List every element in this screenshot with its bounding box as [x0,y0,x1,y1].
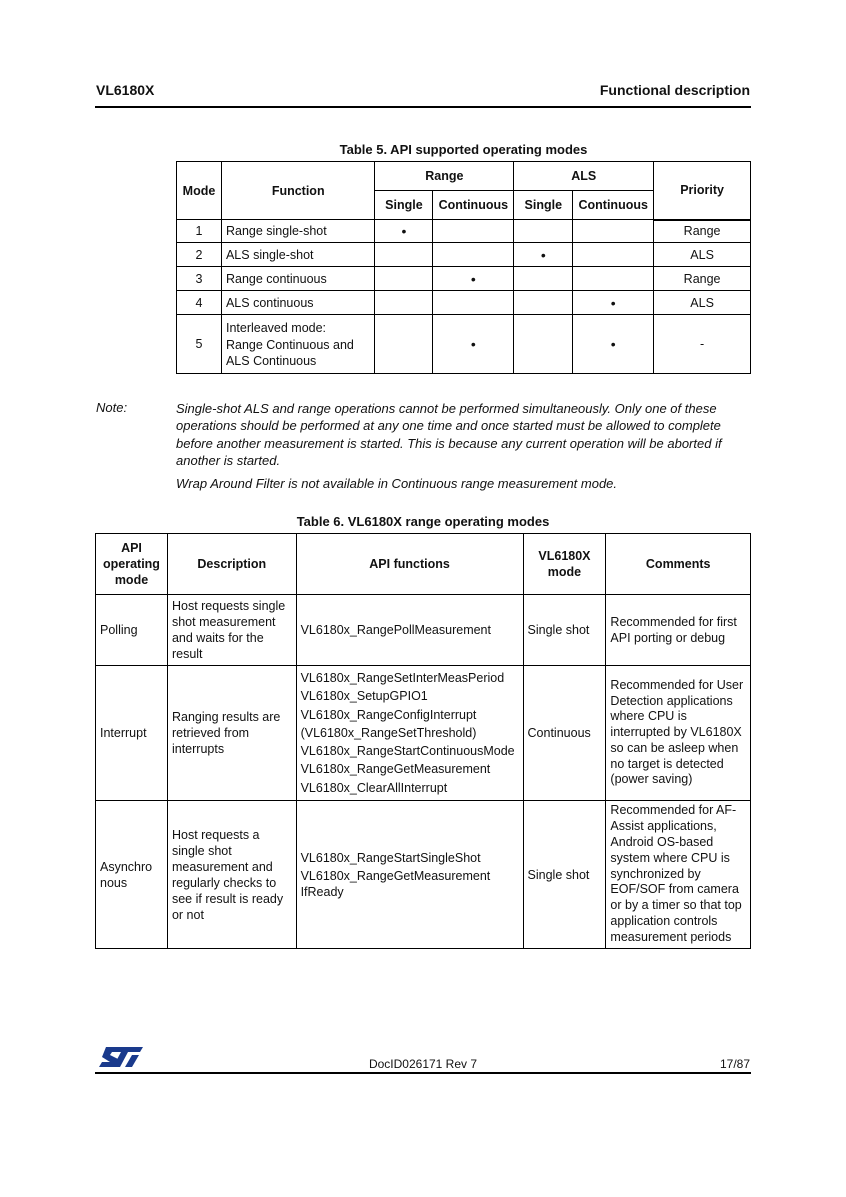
col-header-range-continuous: Continuous [433,191,514,220]
range-continuous-cell: • [433,267,514,291]
comment-text: Recommended for AF-Assist applications, Android OS-based system where CPU is synchronized by EOF/SOF from camera or by a timer so that top application controls measurement periods [610,803,742,944]
table6-range-operating-modes [95,533,751,949]
comment-text: Recommended for User Detection applications where CPU is interrupted by VL6180X so can be asleep when no target is detected (power saving) [610,677,744,787]
range-single-cell [375,243,433,267]
api-function: IfReady [300,885,344,900]
range-single-cell [375,267,433,291]
function-cell [221,315,374,374]
api-function: (VL6180x_RangeSetThreshold) [300,725,477,740]
mode-cell: 4 [177,291,222,315]
als-single-cell [514,267,573,291]
range-single-cell [375,315,433,374]
api-function: VL6180x_ClearAllInterrupt [300,780,448,795]
document-title: VL6180X [96,82,155,98]
mode-cell: 2 [177,243,222,267]
api-function: VL6180x_RangeStartContinuousMode [300,744,515,759]
api-function: VL6180x_SetupGPIO1 [300,689,428,704]
table-row [177,243,751,267]
col-header-als-continuous: Continuous [573,191,654,220]
api-functions-cell [296,666,523,801]
function-cell: ALS single-shot [221,243,374,267]
footer-rule [95,1072,751,1074]
api-mode-cell: Interrupt [96,666,168,801]
table-row [96,595,751,666]
col-header-api-functions: API functions [296,534,523,595]
description-cell: Ranging results are retrieved from interrupts [167,666,296,801]
vl6180x-mode-cell: Continuous [523,666,606,801]
als-single-cell [514,291,573,315]
range-single-cell [375,291,433,315]
note-paragraph: Wrap Around Filter is not available in Continuous range measurement mode. [176,476,618,492]
function-cell: ALS continuous [221,291,374,315]
als-continuous-cell [573,267,654,291]
note-body [176,400,754,498]
table-row [96,801,751,949]
description-cell: Host requests single shot measurement and waits for the result [167,595,296,666]
range-continuous-cell [433,243,514,267]
col-header-function: Function [221,162,374,220]
mode-cell: 3 [177,267,222,291]
api-function: VL6180x_RangeGetMeasurement [300,869,491,883]
table-row [177,315,751,374]
col-header-als-single: Single [514,191,573,220]
note-label: Note: [96,400,128,415]
api-function: VL6180x_RangeStartSingleShot [300,850,481,865]
function-cell: Range single-shot [221,220,374,243]
als-single-cell [514,220,573,243]
table6-caption: Table 6. VL6180X range operating modes [296,514,550,529]
api-mode-text: Asynchro nous [100,859,153,890]
als-continuous-cell: • [573,315,654,374]
range-continuous-cell: • [433,315,514,374]
api-functions-cell [296,595,523,666]
table-row [177,291,751,315]
vl6180x-mode-cell: Single shot [523,595,606,666]
priority-cell: ALS [654,243,751,267]
als-continuous-cell [573,243,654,267]
api-function: VL6180x_RangePollMeasurement [300,622,491,637]
page-number: 17/87 [719,1057,750,1071]
col-header-range-single: Single [375,191,433,220]
als-single-cell [514,315,573,374]
priority-cell: Range [654,267,751,291]
function-cell: Range continuous [221,267,374,291]
api-mode-cell: Polling [96,595,168,666]
col-header-range: Range [375,162,514,191]
vl6180x-mode-cell: Single shot [523,801,606,949]
function-line: Range Continuous and ALS Continuous [225,338,354,368]
range-continuous-cell [433,220,514,243]
als-continuous-cell: • [573,291,654,315]
mode-cell: 5 [177,315,222,374]
api-function: VL6180x_RangeGetMeasurement [300,762,491,777]
range-continuous-cell [433,291,514,315]
priority-cell: Range [654,220,751,243]
comments-cell: Recommended for first API porting or debug [606,595,751,666]
col-header-api-mode: API operating mode [96,534,168,595]
als-continuous-cell [573,220,654,243]
api-mode-cell [96,801,168,949]
mode-cell: 1 [177,220,222,243]
table-row [177,220,751,243]
col-header-als: ALS [514,162,654,191]
document-id: DocID026171 Rev 7 [368,1057,478,1071]
header-rule [95,106,751,108]
comments-cell [606,801,751,949]
api-function: VL6180x_RangeSetInterMeasPeriod [300,671,505,686]
table5-caption: Table 5. API supported operating modes [339,142,588,157]
col-header-comments: Comments [606,534,751,595]
col-header-mode: Mode [177,162,222,220]
col-header-priority: Priority [654,162,751,220]
als-single-cell: • [514,243,573,267]
col-header-description: Description [167,534,296,595]
col-header-vl6180x-mode: VL6180X mode [523,534,606,595]
table5-api-operating-modes [176,161,751,374]
priority-cell: ALS [654,291,751,315]
comments-cell [606,666,751,801]
priority-cell: - [654,315,751,374]
api-functions-cell [296,801,523,949]
description-cell: Host requests a single shot measurement and regularly checks to see if result is ready or not [167,801,296,949]
table-row [177,267,751,291]
range-single-cell: • [375,220,433,243]
table-row [96,666,751,801]
function-line: Interleaved mode: [225,321,327,335]
section-title: Functional description [599,82,750,98]
api-function: VL6180x_RangeConfigInterrupt [300,707,477,722]
note-paragraph: Single-shot ALS and range operations cannot be performed simultaneously. Only one of these operations should be performed at any one time and once started must be allowed to complete before another measurement is started. This is because any current operation will be aborted if another is started. [176,401,722,468]
